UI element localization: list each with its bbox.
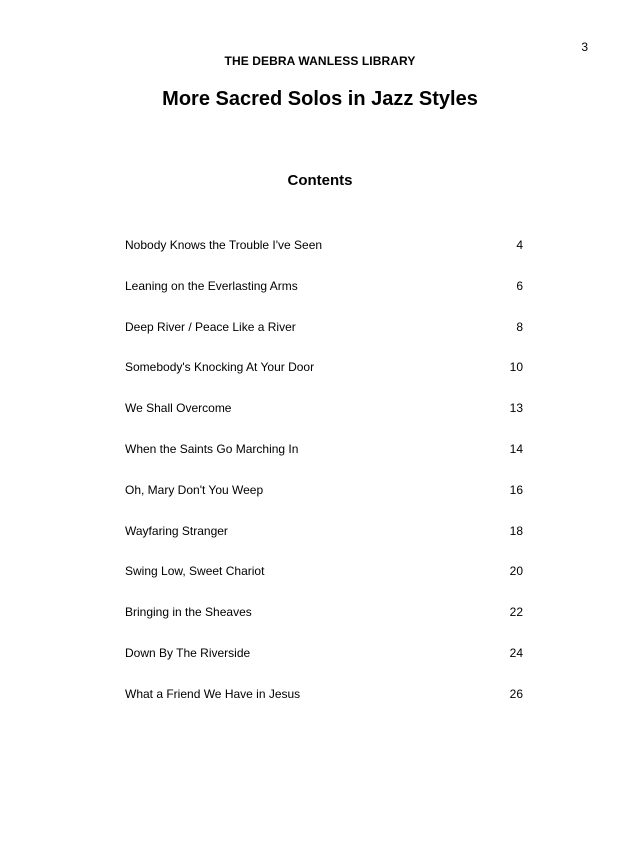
toc-entry-title: What a Friend We Have in Jesus [125, 686, 301, 701]
toc-entry [125, 278, 523, 319]
toc-entry [125, 563, 523, 604]
toc-entry-page: 26 [509, 686, 523, 701]
toc-entry-page: 10 [509, 360, 523, 375]
toc-entry-page: 4 [516, 238, 523, 252]
toc-entry [125, 319, 523, 360]
toc-entry-title: Down By The Riverside [125, 645, 251, 660]
toc-entry-title: We Shall Overcome [125, 401, 232, 416]
toc-entry-title: When the Saints Go Marching In [125, 441, 299, 456]
toc-entry [125, 686, 523, 727]
toc-entry-page: 18 [509, 523, 523, 538]
table-of-contents [125, 237, 523, 727]
toc-entry-page: 8 [516, 319, 523, 334]
toc-entry [125, 237, 523, 278]
toc-entry [125, 523, 523, 564]
toc-entry-page: 20 [509, 564, 523, 579]
book-title: More Sacred Solos in Jazz Styles [162, 88, 478, 110]
toc-entry [125, 645, 523, 686]
toc-entry [125, 482, 523, 523]
toc-entry-page: 22 [509, 605, 523, 620]
toc-entry-title: Nobody Knows the Trouble I've Seen [125, 238, 323, 252]
toc-entry-title: Wayfaring Stranger [125, 523, 228, 538]
page-number: 3 [581, 40, 588, 54]
toc-entry [125, 359, 523, 400]
toc-entry-page: 13 [509, 401, 523, 416]
toc-entry-title: Leaning on the Everlasting Arms [125, 278, 298, 293]
toc-entry-title: Deep River / Peace Like a River [125, 319, 296, 334]
toc-entry-title: Bringing in the Sheaves [125, 605, 252, 620]
library-name: THE DEBRA WANLESS LIBRARY [224, 54, 416, 68]
contents-heading: Contents [287, 172, 353, 189]
toc-entry-page: 14 [509, 441, 523, 456]
toc-entry-page: 16 [509, 482, 523, 497]
toc-entry-title: Swing Low, Sweet Chariot [125, 564, 265, 579]
toc-entry-title: Oh, Mary Don't You Weep [125, 482, 264, 497]
toc-entry-page: 24 [509, 645, 523, 660]
toc-entry-page: 6 [516, 278, 523, 293]
toc-entry [125, 441, 523, 482]
toc-entry [125, 400, 523, 441]
toc-entry-title: Somebody's Knocking At Your Door [125, 360, 315, 375]
toc-entry [125, 604, 523, 645]
